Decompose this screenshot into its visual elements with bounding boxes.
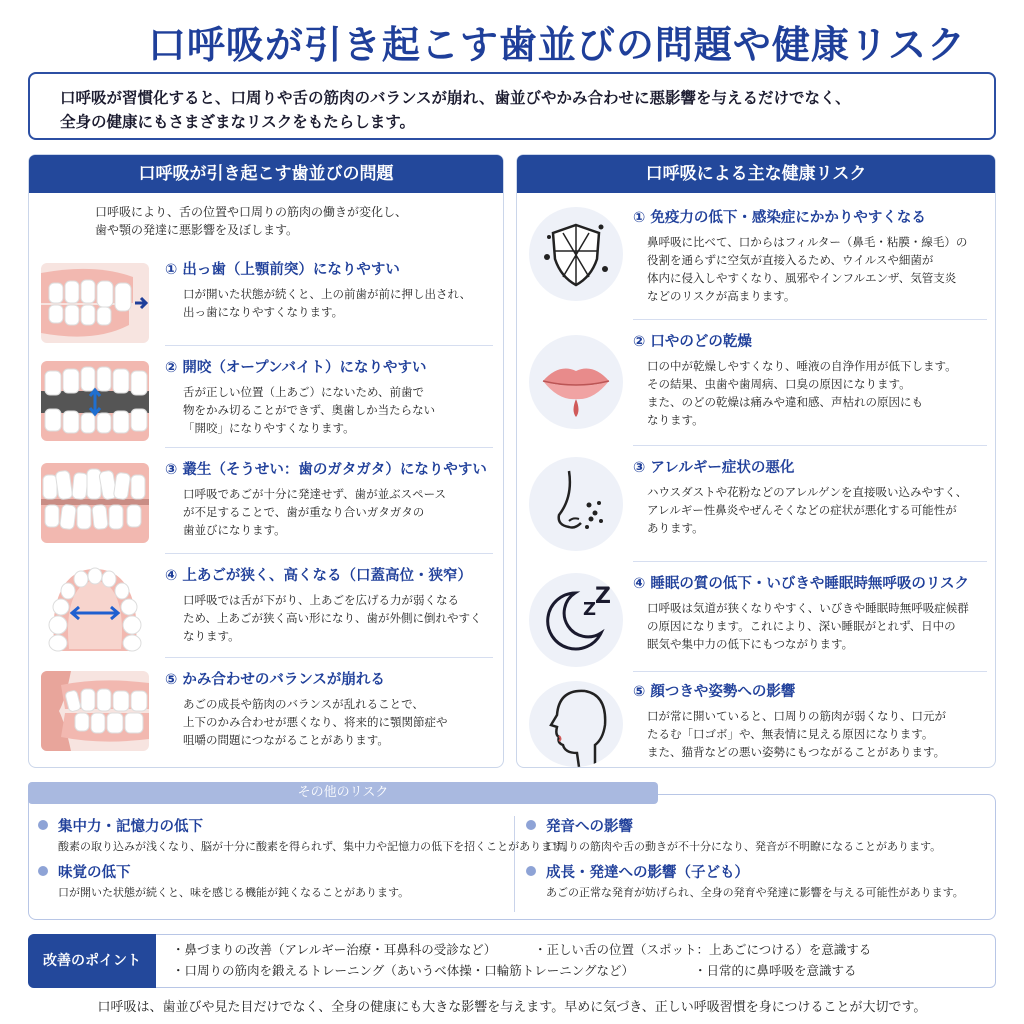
dental-item-body: あごの成長や筋肉のバランスが乱れることで、 上下のかみ合わせが悪くなり、将来的に顎関節症や 咀嚼の問題につながることがあります。 (183, 697, 448, 747)
dental-item-title: ③ 叢生（そうせい：歯のガタガタ）になりやすい (165, 462, 487, 478)
other-item-concentration (38, 816, 573, 856)
other-item-growth (526, 862, 964, 902)
other-item-title: 味覚の低下 (58, 865, 131, 881)
dental-item-body: 口が開いた状態が続くと、上の前歯が前に押し出され、 出っ歯になりやすくなります。 (183, 287, 472, 319)
health-item-title: ⑤ 顔つきや姿勢への影響 (633, 684, 796, 700)
dental-problems-panel (28, 154, 504, 768)
divider (165, 553, 493, 554)
health-item-title: ③ アレルギー症状の悪化 (633, 460, 795, 476)
health-item-body: ハウスダストや花粉などのアレルゲンを直接吸い込みやすく、 アレルギー性鼻炎やぜんそくなどの症状が悪化する可能性が あります。 (647, 485, 968, 535)
divider (165, 447, 493, 448)
other-item-body: 口が開いた状態が続くと、味を感じる機能が鈍くなることがあります。 (58, 886, 410, 899)
other-item-body: あごの正常な発育が妨げられ、全身の発育や発達に影響を与える可能性があります。 (546, 886, 964, 899)
dental-item-title: ② 開咬（オープンバイト）になりやすい (165, 360, 427, 376)
improvement-point: ・口周りの筋肉を鍛えるトレーニング（あいうべ体操・口輪筋トレーニングなど） (172, 963, 635, 978)
improvement-point: ・日常的に鼻呼吸を意識する (694, 963, 857, 978)
page-title: 口呼吸が引き起こす歯並びの問題や健康リスク (147, 23, 967, 67)
other-item-body: 酸素の取り込みが浅くなり、脳が十分に酸素を得られず、集中力や記憶力の低下を招くことがあります。 (58, 840, 574, 853)
intro-box (28, 72, 996, 140)
bullet-dot-icon (526, 820, 536, 830)
health-item-title: ④ 睡眠の質の低下・いびきや睡眠時無呼吸のリスク (633, 576, 970, 592)
dental-item-body: 口呼吸であごが十分に発達せず、歯が並ぶスペース が不足することで、歯が重なり合いガタガタの 歯並びになります。 (183, 487, 447, 537)
other-item-title: 成長・発達への影響（子ども） (546, 865, 749, 881)
other-item-taste (38, 862, 409, 902)
health-risks-heading: 口呼吸による主な健康リスク (517, 155, 995, 193)
improvement-point: ・正しい舌の位置（スポット：上あごにつける）を意識する (534, 942, 872, 957)
dental-problems-heading: 口呼吸が引き起こす歯並びの問題 (29, 155, 503, 193)
lips-icon (529, 335, 623, 429)
dental-problems-lead (29, 193, 503, 251)
intro-line-1: 口呼吸が習慣化すると、口周りや舌の筋肉のバランスが崩れ、歯並びやかみ合わせに悪影響を与えるだけでなく、 (60, 89, 851, 107)
dental-item-body: 口呼吸では舌が下がり、上あごを広げる力が弱くなる ため、上あごが狭く高い形になり、歯が外側に倒れやすく なります。 (183, 593, 482, 643)
health-item-body: 口の中が乾燥しやすくなり、唾液の自浄作用が低下します。 その結果、虫歯や歯周病、口臭の原因になります。 また、のどの乾燥は痛みや違和感、声枯れの原因にも なります。 (647, 359, 957, 427)
nose-allergy-icon (529, 457, 623, 551)
divider (633, 671, 987, 672)
divider (633, 445, 987, 446)
divider (165, 345, 493, 346)
health-item-title: ② 口やのどの乾燥 (633, 334, 752, 350)
other-risks-tab: その他のリスク (28, 782, 658, 804)
side-bite-icon (41, 671, 149, 751)
bullet-dot-icon (38, 820, 48, 830)
moon-sleep-icon (529, 573, 623, 667)
overjet-teeth-icon (41, 263, 149, 343)
health-item-body: 口呼吸は気道が狭くなりやすく、いびきや睡眠時無呼吸症候群 の原因になります。これにより、深い睡眠がとれず、日中の 眠気や集中力の低下にもつながります。 (647, 601, 969, 651)
divider (633, 561, 987, 562)
intro-line-2: 全身の健康にもさまざまなリスクをもたらします。 (60, 113, 415, 131)
svg-text:Z: Z (583, 599, 597, 620)
openbite-teeth-icon (41, 361, 149, 441)
dental-item-title: ⑤ かみ合わせのバランスが崩れる (165, 672, 385, 688)
improvement-label: 改善のポイント (28, 934, 156, 988)
bullet-dot-icon (526, 866, 536, 876)
divider (633, 319, 987, 320)
health-item-body: 口が常に開いていると、口周りの筋肉が弱くなり、口元が たるむ「口ゴボ」や、無表情に見える原因になります。 また、猫背などの悪い姿勢にもつながることがあります。 (647, 709, 946, 759)
other-item-pronunciation (526, 816, 941, 856)
other-item-body: 口周りの筋肉や舌の動きが不十分になり、発音が不明瞭になることがあります。 (546, 840, 942, 853)
health-risks-panel (516, 154, 996, 768)
crowded-teeth-icon (41, 463, 149, 543)
face-profile-icon (529, 681, 623, 767)
other-item-title: 発音への影響 (546, 819, 633, 835)
divider (165, 657, 493, 658)
dental-item-title: ④ 上あごが狭く、高くなる（口蓋高位・狭窄） (165, 568, 473, 584)
dental-item-body: 舌が正しい位置（上あご）にないため、前歯で 物をかみ切ることができず、奥歯しか当たらない 「開咬」になりやすくなります。 (183, 385, 436, 435)
improvement-point: ・鼻づまりの改善（アレルギー治療・耳鼻科の受診など） (172, 942, 497, 957)
health-item-title: ① 免疫力の低下・感染症にかかりやすくなる (633, 210, 926, 226)
shield-virus-icon (529, 207, 623, 301)
footer-note: 口呼吸は、歯並びや見た目だけでなく、全身の健康にも大きな影響を与えます。早めに気づき、正しい呼吸習慣を身につけることが大切です。 (97, 1000, 927, 1015)
narrow-palate-icon (41, 565, 149, 655)
health-item-body: 鼻呼吸に比べて、口からはフィルター（鼻毛・粘膜・線毛）の 役割を通らずに空気が直接入るため、ウイルスや細菌が 体内に侵入しやすくなり、風邪やインフルエンザ、気管支炎 などのリスクが高まります。 (647, 235, 968, 303)
svg-text:Z: Z (595, 584, 611, 609)
bullet-dot-icon (38, 866, 48, 876)
lead-line-1: 口呼吸により、舌の位置や口周りの筋肉の働きが変化し、 (95, 205, 408, 219)
lead-line-2: 歯や顎の発達に悪影響を及ぼします。 (95, 223, 299, 237)
dental-item-title: ① 出っ歯（上顎前突）になりやすい (165, 262, 400, 278)
other-item-title: 集中力・記憶力の低下 (58, 819, 203, 835)
